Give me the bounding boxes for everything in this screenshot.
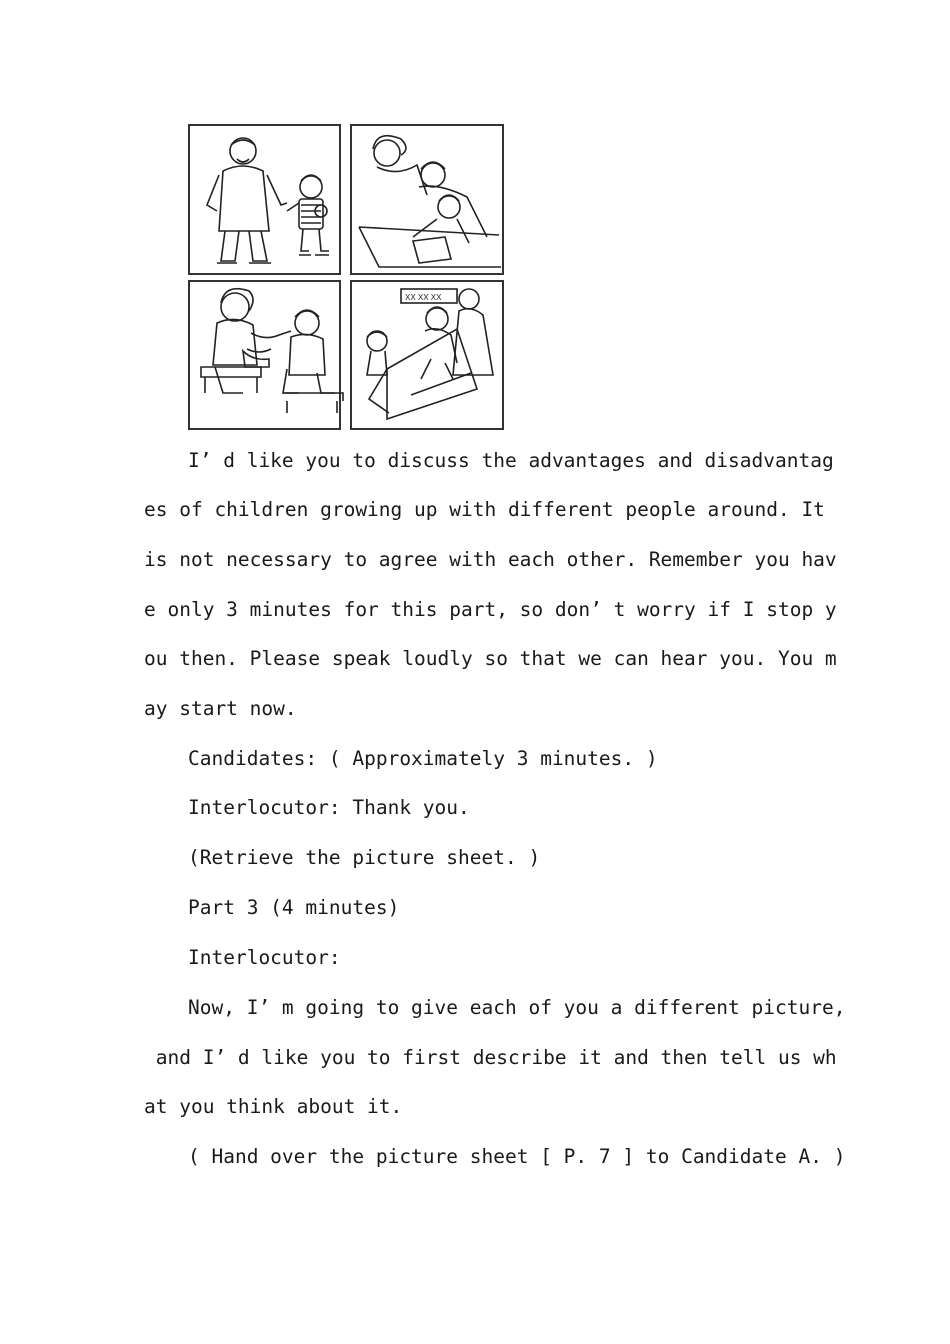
paragraph-line: e only 3 minutes for this part, so don’ t worry if I stop y (144, 598, 837, 621)
instruction-line: ( Hand over the picture sheet [ P. 7 ] to Candidate A. ) (188, 1145, 846, 1168)
paragraph-line: is not necessary to agree with each other. Remember you hav (144, 548, 837, 571)
paragraph-line: and I’ d like you to first describe it and then tell us wh (144, 1046, 837, 1069)
paragraph-line: Now, I’ m going to give each of you a different picture, (188, 996, 846, 1019)
speaker-label: Interlocutor: (188, 946, 341, 969)
paragraph-line: at you think about it. (144, 1095, 403, 1118)
instruction-line: (Retrieve the picture sheet. ) (188, 846, 541, 869)
interlocutor-thanks-line: Interlocutor: Thank you. (188, 796, 470, 819)
paragraph-line: es of children growing up with different people around. It (144, 498, 825, 521)
candidates-timing-line: Candidates: ( Approximately 3 minutes. ) (188, 747, 658, 770)
paragraph-line: ay start now. (144, 697, 297, 720)
paragraph-line: I’ d like you to discuss the advantages and disadvantag (188, 449, 834, 472)
paragraph-line: ou then. Please speak loudly so that we can hear you. You m (144, 647, 837, 670)
svg-text:XX XX XX: XX XX XX (405, 293, 442, 302)
section-heading-part-3: Part 3 (4 minutes) (188, 896, 400, 919)
four-panel-illustration (187, 123, 505, 431)
